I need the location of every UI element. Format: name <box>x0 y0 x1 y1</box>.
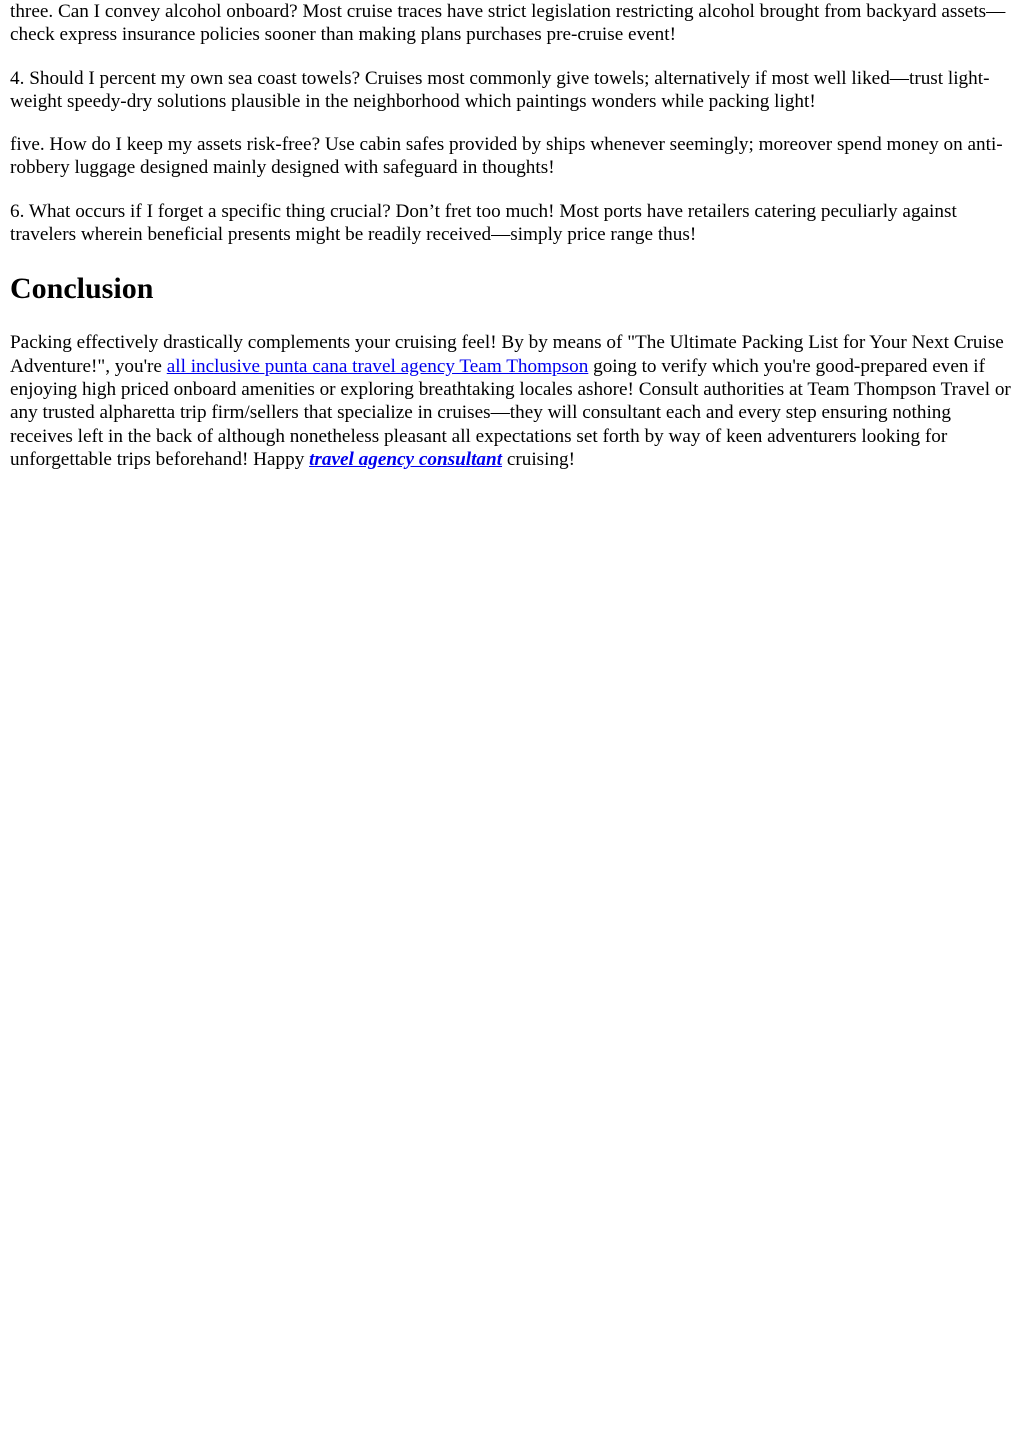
conclusion-text-part-1: Packing effectively drastically complements your cruising feel! By by means of "The Ultimate Packing List for Your Next Cruise Adventure!", you're <box>10 332 1004 377</box>
conclusion-heading: Conclusion <box>10 272 154 306</box>
faq-item-5: five. How do I keep my assets risk-free? Use cabin safes provided by ships whenever seemingly; moreover spend money on anti-robbery luggage designed mainly designed with safeguard in thoughts! <box>10 134 1003 179</box>
faq-item-3: three. Can I convey alcohol onboard? Most cruise traces have strict legislation restricting alcohol brought from backyard assets—check express insurance policies sooner than making plans purchases pre-cruise event! <box>10 1 1006 46</box>
conclusion-text-part-3: cruising! <box>502 448 576 470</box>
travel-agency-consultant-link[interactable]: travel agency consultant <box>309 448 503 470</box>
punta-cana-travel-agency-link[interactable]: all inclusive punta cana travel agency Team Thompson <box>166 355 589 377</box>
conclusion-paragraph <box>10 331 1014 471</box>
conclusion-text-part-2: going to verify which you're good-prepared even if enjoying high priced onboard amenities or exploring breathtaking locales ashore! Consult authorities at Team Thompson Travel or any trusted alpharetta trip firm/sellers that specialize in cruises—they will consultant each and every step ensuring nothing receives left in the back of although nonetheless pleasant all expectations set forth by way of keen adventurers looking for unforgettable trips beforehand! Happy <box>10 355 1011 470</box>
faq-item-4: 4. Should I percent my own sea coast towels? Cruises most commonly give towels; alternatively if most well liked—trust light-weight speedy-dry solutions plausible in the neighborhood which paintings wonders while packing light! <box>10 67 990 112</box>
article-body <box>0 0 1024 471</box>
faq-item-6: 6. What occurs if I forget a specific thing crucial? Don’t fret too much! Most ports have retailers catering peculiarly against travelers wherein beneficial presents might be readily received—simply price range thus! <box>10 200 957 246</box>
